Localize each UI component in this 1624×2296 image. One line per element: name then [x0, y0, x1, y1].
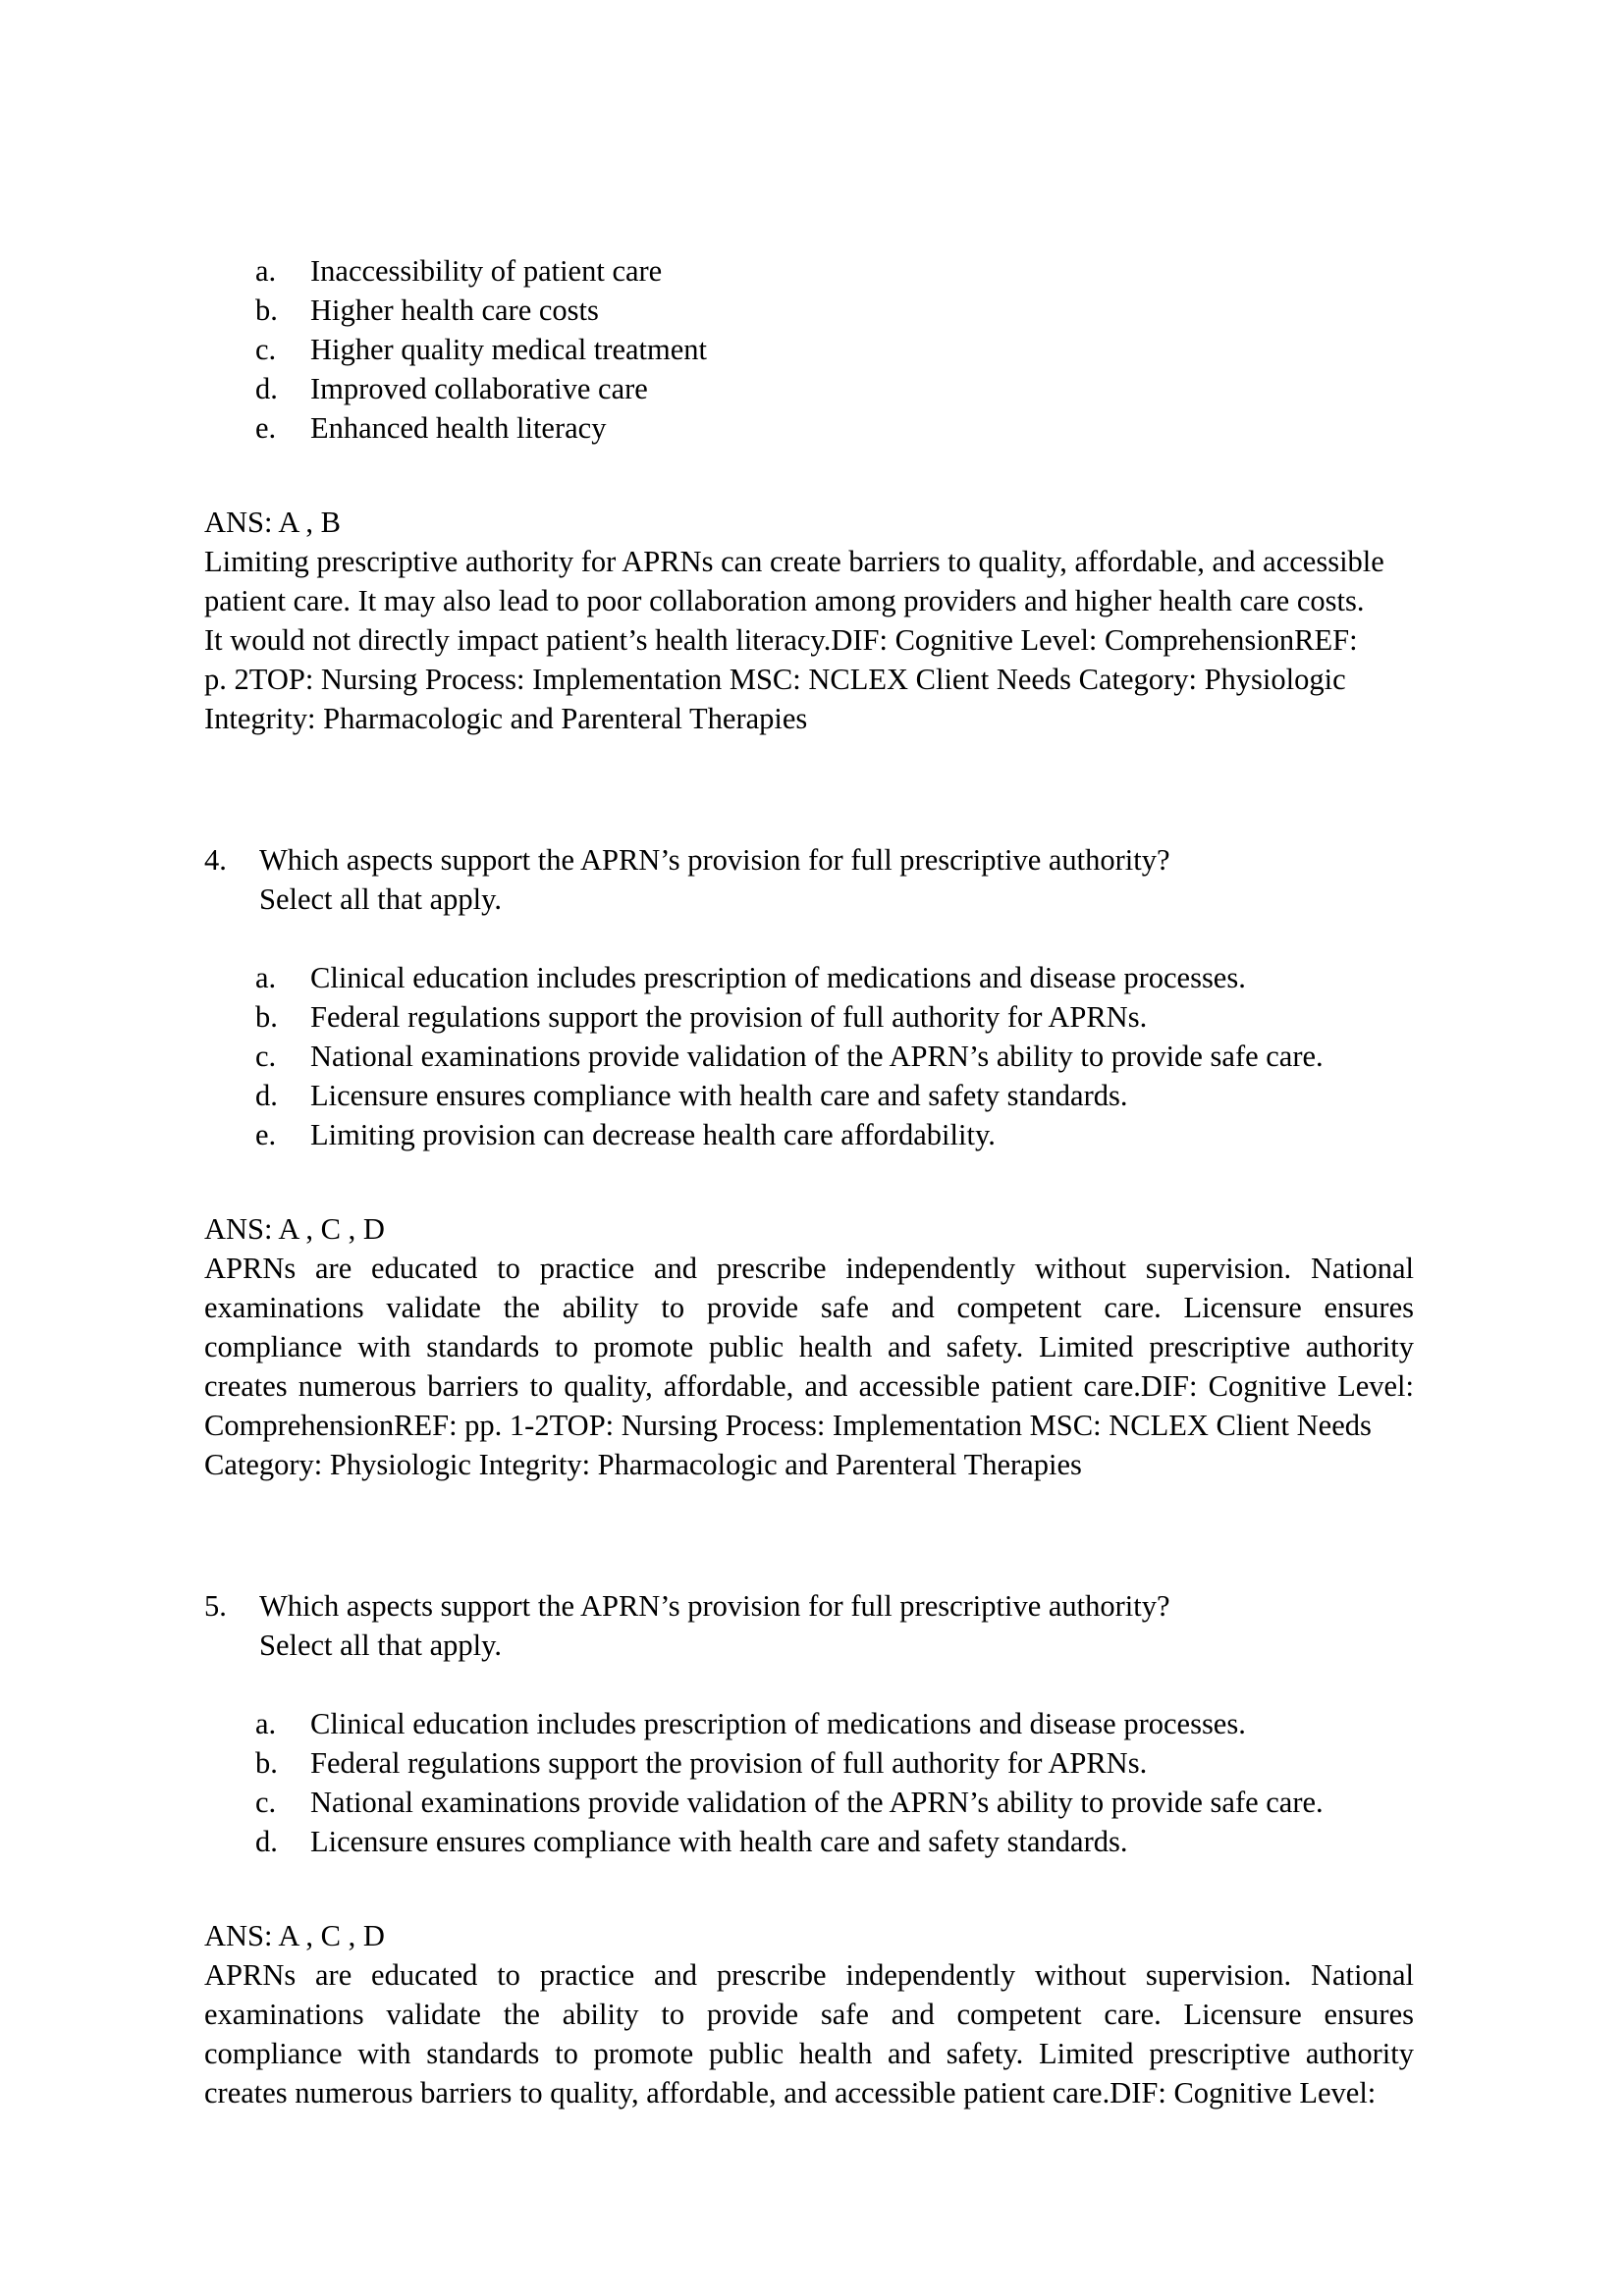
answer-line: examinations validate the ability to provide safe and competent care. Licensure ensures — [204, 1998, 1414, 2031]
option-marker: b. — [255, 1746, 278, 1780]
option-marker: d. — [255, 372, 278, 405]
answer-block-3 — [204, 503, 1414, 738]
option-marker: d. — [255, 1079, 278, 1112]
list-item — [255, 997, 1414, 1037]
question-number: 5. — [204, 1589, 227, 1623]
spacer — [204, 1861, 1414, 1916]
spacer — [204, 1665, 1414, 1704]
answer-line: examinations validate the ability to provide safe and competent care. Licensure ensures — [204, 1291, 1414, 1324]
option-text: Improved collaborative care — [310, 372, 648, 405]
list-item — [255, 1115, 1414, 1154]
spacer — [204, 738, 1414, 840]
list-item — [255, 1704, 1414, 1743]
answer-rationale — [204, 542, 1414, 738]
list-item — [255, 1076, 1414, 1115]
option-marker: d. — [255, 1825, 278, 1858]
answer-label: ANS: A , B — [204, 506, 341, 539]
option-marker: b. — [255, 294, 278, 327]
answer-block-4 — [204, 1209, 1414, 1484]
answer-line: patient care. It may also lead to poor collaboration among providers and higher health care costs. — [204, 584, 1365, 617]
answer-line: creates numerous barriers to quality, affordable, and accessible patient care.DIF: Cognitive Level: — [204, 1369, 1414, 1403]
option-text: National examinations provide validation of the APRN’s ability to provide safe care. — [310, 1786, 1324, 1819]
option-text: National examinations provide validation of the APRN’s ability to provide safe care. — [310, 1040, 1324, 1073]
option-marker: c. — [255, 1786, 277, 1819]
question-5 — [204, 1586, 1414, 1665]
answer-block-5 — [204, 1916, 1414, 2112]
answer-line: compliance with standards to promote public health and safety. Limited prescriptive authority — [204, 2037, 1414, 2070]
question-line: Which aspects support the APRN’s provision for full prescriptive authority? — [259, 1589, 1170, 1623]
option-text: Limiting provision can decrease health care affordability. — [310, 1118, 996, 1151]
list-item — [255, 1822, 1414, 1861]
question-4 — [204, 840, 1414, 919]
answer-line: creates numerous barriers to quality, affordable, and accessible patient care.DIF: Cognitive Level: — [204, 2076, 1377, 2109]
list-item — [255, 1037, 1414, 1076]
option-marker: a. — [255, 961, 277, 994]
spacer — [204, 919, 1414, 958]
list-item — [255, 1743, 1414, 1783]
question-3-option-list — [255, 251, 1414, 448]
option-text: Enhanced health literacy — [310, 411, 607, 445]
list-item — [255, 251, 1414, 291]
answer-label: ANS: A , C , D — [204, 1919, 385, 1952]
list-item — [255, 408, 1414, 448]
option-text: Federal regulations support the provision of full authority for APRNs. — [310, 1746, 1148, 1780]
answer-line: APRNs are educated to practice and prescribe independently without supervision. National — [204, 1958, 1414, 1992]
spacer — [204, 448, 1414, 503]
option-text: Licensure ensures compliance with health care and safety standards. — [310, 1079, 1128, 1112]
spacer — [204, 1154, 1414, 1209]
answer-line: p. 2TOP: Nursing Process: Implementation MSC: NCLEX Client Needs Category: Physiologic — [204, 663, 1346, 696]
list-item — [255, 958, 1414, 997]
answer-line: ComprehensionREF: pp. 1-2TOP: Nursing Process: Implementation MSC: NCLEX Client Needs — [204, 1409, 1372, 1442]
question-4-option-list — [255, 958, 1414, 1154]
question-instruction: Select all that apply. — [259, 1629, 503, 1662]
question-instruction: Select all that apply. — [259, 882, 503, 916]
answer-line: compliance with standards to promote public health and safety. Limited prescriptive authority — [204, 1330, 1414, 1363]
list-item — [255, 369, 1414, 408]
option-marker: e. — [255, 411, 277, 445]
option-text: Inaccessibility of patient care — [310, 254, 663, 288]
option-marker: c. — [255, 333, 277, 366]
question-line: Which aspects support the APRN’s provision for full prescriptive authority? — [259, 843, 1170, 877]
answer-line: APRNs are educated to practice and prescribe independently without supervision. National — [204, 1252, 1414, 1285]
question-number: 4. — [204, 843, 227, 877]
spacer — [204, 1484, 1414, 1586]
answer-line: Integrity: Pharmacologic and Parenteral Therapies — [204, 702, 808, 735]
answer-rationale — [204, 1955, 1414, 2112]
list-item — [255, 330, 1414, 369]
option-text: Federal regulations support the provision of full authority for APRNs. — [310, 1000, 1148, 1034]
answer-line: Limiting prescriptive authority for APRNs can create barriers to quality, affordable, and accessible — [204, 545, 1384, 578]
answer-rationale — [204, 1249, 1414, 1484]
answer-line: Category: Physiologic Integrity: Pharmacologic and Parenteral Therapies — [204, 1448, 1082, 1481]
option-text: Clinical education includes prescription of medications and disease processes. — [310, 961, 1246, 994]
option-marker: b. — [255, 1000, 278, 1034]
document-body — [204, 251, 1414, 2112]
answer-label: ANS: A , C , D — [204, 1212, 385, 1246]
option-text: Higher health care costs — [310, 294, 599, 327]
answer-line: It would not directly impact patient’s health literacy.DIF: Cognitive Level: ComprehensionREF: — [204, 623, 1358, 657]
question-5-option-list — [255, 1704, 1414, 1861]
question-text — [259, 1586, 1414, 1665]
list-item — [255, 1783, 1414, 1822]
option-marker: a. — [255, 254, 277, 288]
option-text: Licensure ensures compliance with health care and safety standards. — [310, 1825, 1128, 1858]
option-text: Clinical education includes prescription of medications and disease processes. — [310, 1707, 1246, 1740]
option-text: Higher quality medical treatment — [310, 333, 707, 366]
list-item — [255, 291, 1414, 330]
option-marker: a. — [255, 1707, 277, 1740]
question-text — [259, 840, 1414, 919]
option-marker: e. — [255, 1118, 277, 1151]
option-marker: c. — [255, 1040, 277, 1073]
